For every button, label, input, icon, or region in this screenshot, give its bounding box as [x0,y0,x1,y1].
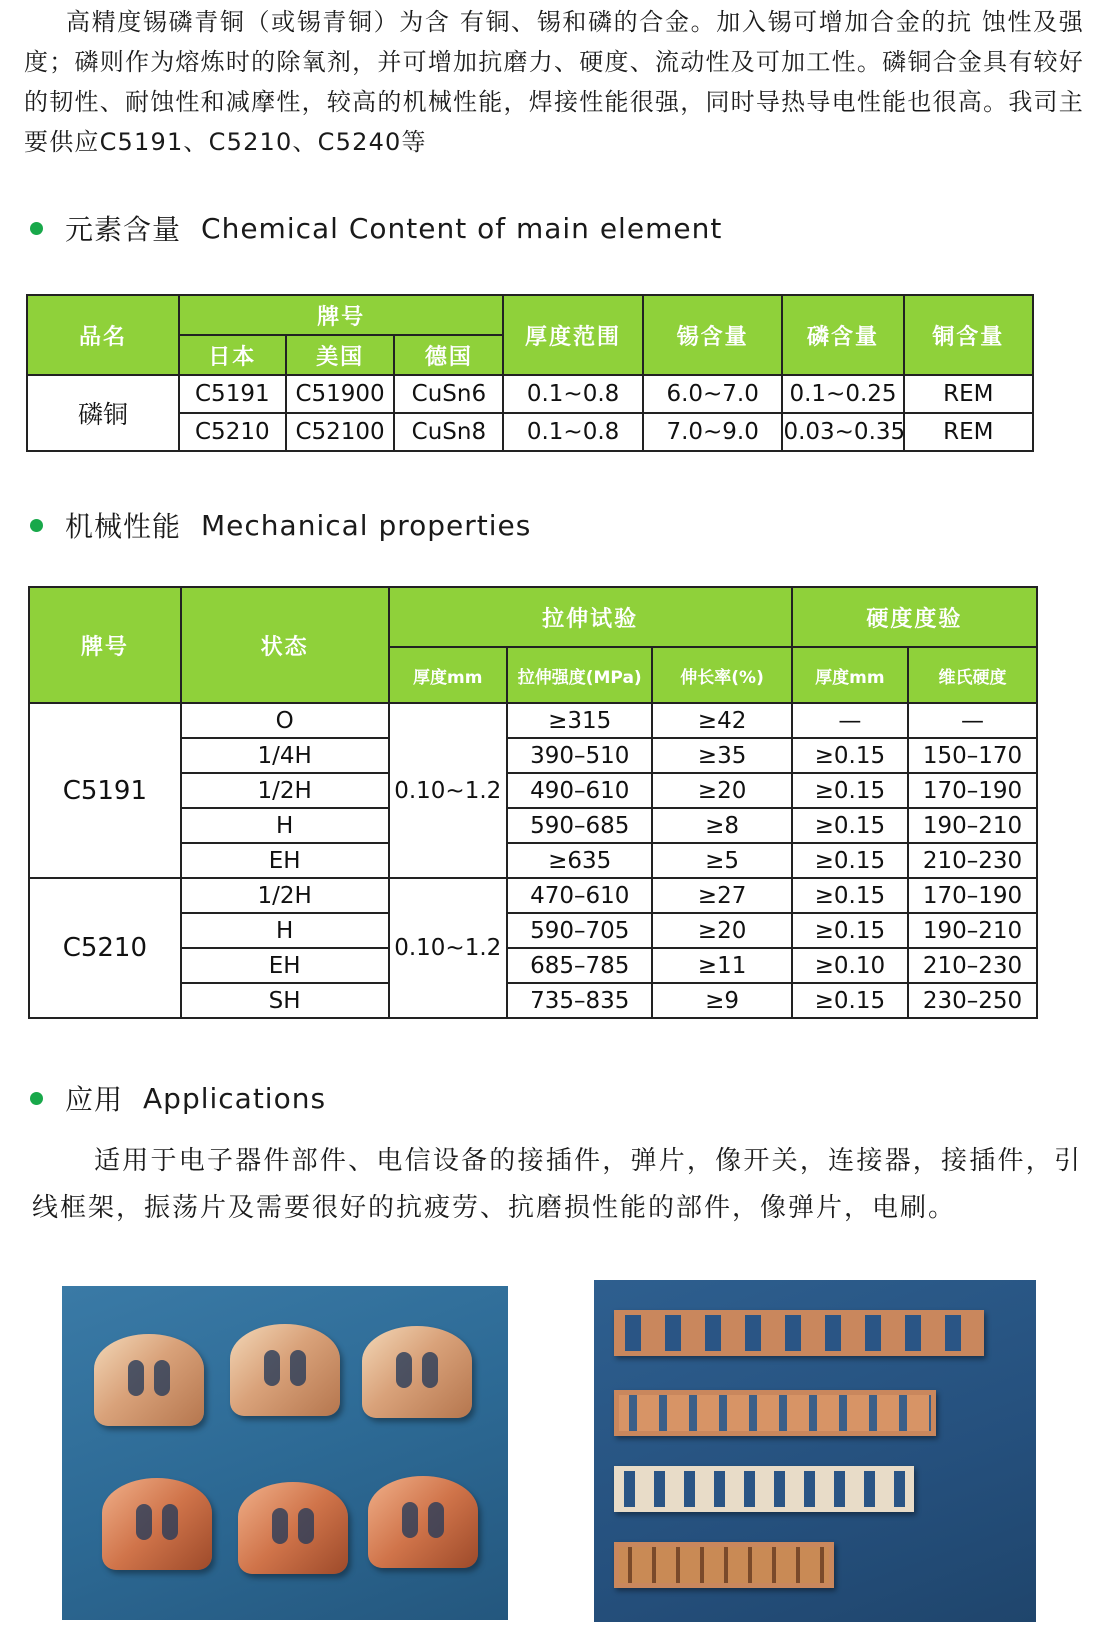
table-cell: C5191 [179,375,286,413]
table-cell: ≥635 [507,843,652,878]
table-cell: ≥11 [652,948,791,983]
battery-holder-part [102,1478,212,1570]
header-tin-content: 锡含量 [643,295,783,375]
bullet-icon [30,1092,43,1105]
table-cell: 0.1~0.8 [503,413,643,451]
mechanical-properties-table [28,586,1038,1019]
table-cell: 1/2H [181,878,389,913]
table-cell: ≥0.15 [792,773,908,808]
table-cell: 6.0~7.0 [643,375,783,413]
header-tensile-strength: 拉伸强度(MPa) [507,647,652,703]
table-cell: 210–230 [908,948,1037,983]
table-row [29,948,1037,983]
table-cell: H [181,913,389,948]
product-cell: 磷铜 [27,375,179,451]
header-tensile-test: 拉伸试验 [389,587,792,647]
table-row [29,738,1037,773]
table-cell: H [181,808,389,843]
table-cell: ≥8 [652,808,791,843]
table-cell: 470–610 [507,878,652,913]
thickness-cell: 0.10~1.2 [389,703,507,878]
header-product-name: 品名 [27,295,179,375]
table-cell: C5210 [179,413,286,451]
table-cell: 150–170 [908,738,1037,773]
table-cell: 210–230 [908,843,1037,878]
table-cell: SH [181,983,389,1018]
table-cell: REM [904,413,1033,451]
table-cell: — [908,703,1037,738]
section-title-cn: 应用 [65,1083,124,1116]
bullet-icon [30,519,43,532]
table-cell: C51900 [286,375,395,413]
table-cell: ≥0.10 [792,948,908,983]
table-cell: ≥20 [652,773,791,808]
header-elongation: 伸长率(%) [652,647,791,703]
section-title-cn: 机械性能 [65,510,182,543]
section-title-applications [30,1078,326,1118]
table-cell: REM [904,375,1033,413]
header-hardness-test: 硬度度验 [792,587,1037,647]
table-cell: 490–610 [507,773,652,808]
table-cell: 590–705 [507,913,652,948]
table-row [29,703,1037,738]
header-usa: 美国 [286,335,395,375]
grade-cell: C5191 [29,703,181,878]
table-cell: 230–250 [908,983,1037,1018]
table-row [27,375,1033,413]
table-cell: 170–190 [908,773,1037,808]
header-germany: 德国 [394,335,503,375]
table-cell: 0.03~0.35 [782,413,903,451]
table-cell: 0.1~0.25 [782,375,903,413]
table-cell: 685–785 [507,948,652,983]
chemical-content-table [26,294,1034,452]
header-thickness: 厚度mm [389,647,507,703]
header-grade: 牌号 [179,295,503,335]
table-cell: C52100 [286,413,395,451]
table-cell: ≥0.15 [792,983,908,1018]
table-row [29,843,1037,878]
table-cell: 190–210 [908,913,1037,948]
table-cell: EH [181,843,389,878]
table-cell: ≥5 [652,843,791,878]
table-row [29,773,1037,808]
table-cell: ≥20 [652,913,791,948]
battery-holder-part [362,1326,472,1418]
header-vickers-hardness: 维氏硬度 [908,647,1037,703]
battery-holder-part [368,1476,478,1568]
table-cell: O [181,703,389,738]
header-thickness-hardness: 厚度mm [792,647,908,703]
table-row [29,913,1037,948]
header-copper-content: 铜含量 [904,295,1033,375]
header-japan: 日本 [179,335,286,375]
table-cell: 7.0~9.0 [643,413,783,451]
table-cell: ≥0.15 [792,878,908,913]
table-cell: 735–835 [507,983,652,1018]
table-cell: CuSn6 [394,375,503,413]
battery-holder-part [230,1324,340,1416]
table-cell: 0.1~0.8 [503,375,643,413]
lead-frame-photo [594,1280,1036,1622]
battery-holder-part [94,1334,204,1426]
section-title-en: Chemical Content of main element [201,211,723,245]
battery-holder-part [238,1482,348,1574]
thickness-cell: 0.10~1.2 [389,878,507,1018]
section-title-cn: 元素含量 [65,213,182,246]
lead-frame-strip [614,1466,914,1512]
section-title-en: Applications [143,1081,327,1115]
table-cell: ≥42 [652,703,791,738]
lead-frame-strip [614,1310,984,1356]
bullet-icon [30,222,43,235]
lead-frame-strip [614,1542,834,1588]
battery-holder-photo [62,1286,508,1620]
table-cell: ≥315 [507,703,652,738]
table-row [29,808,1037,843]
table-cell: 1/4H [181,738,389,773]
lead-frame-strip [614,1390,936,1436]
table-cell: 190–210 [908,808,1037,843]
table-cell: ≥27 [652,878,791,913]
table-cell: ≥0.15 [792,808,908,843]
table-cell: 590–685 [507,808,652,843]
applications-paragraph: 适用于电子器件部件、电信设备的接插件，弹片，像开关，连接器，接插件，引线框架，振荡片及需要很好的抗疲劳、抗磨损性能的部件，像弹片，电刷。 [32,1146,1082,1223]
table-cell: ≥0.15 [792,843,908,878]
intro-paragraph: 高精度锡磷青铜（或锡青铜）为含 有铜、锡和磷的合金。加入锡可增加合金的抗 蚀性及强度；磷则作为熔炼时的除氧剂，并可增加抗磨力、硬度、流动性及可加工性。磷铜合金具有较好的韧性、耐蚀性和减摩性，较高的机械性能，焊接性能很强，同时导热导电性能也很高。我司主要供应C5191、C5210、C5240等 [24,8,1084,156]
header-temper: 状态 [181,587,389,703]
table-cell: CuSn8 [394,413,503,451]
section-title-en: Mechanical properties [201,508,532,542]
table-cell: — [792,703,908,738]
table-cell: ≥35 [652,738,791,773]
table-cell: 170–190 [908,878,1037,913]
section-title-mechanical [30,505,531,545]
table-row [29,878,1037,913]
table-cell: 390–510 [507,738,652,773]
grade-cell: C5210 [29,878,181,1018]
header-phosphorus-content: 磷含量 [782,295,903,375]
header-thickness-range: 厚度范围 [503,295,643,375]
header-grade: 牌号 [29,587,181,703]
table-row [29,983,1037,1018]
table-cell: 1/2H [181,773,389,808]
table-cell: ≥0.15 [792,913,908,948]
section-title-chemical [30,208,722,248]
table-cell: EH [181,948,389,983]
table-cell: ≥0.15 [792,738,908,773]
table-cell: ≥9 [652,983,791,1018]
